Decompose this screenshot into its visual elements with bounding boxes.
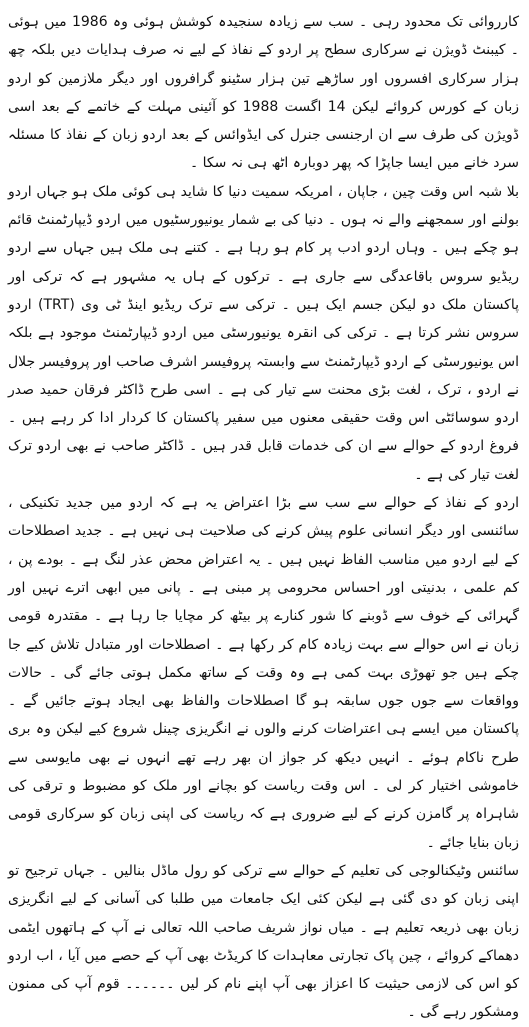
paragraph-1: کارروائی تک محدود رہی ۔ سب سے زیادہ سنجیدہ کوشش ہوئی وہ 1986 میں ہوئی ۔ کیبنٹ ڈویژن نے سرکاری سطح پر اردو کے نفاذ کے لیے نہ صرف ہدایات دیں بلکہ چھ ہزار سرکاری افسروں اور ساڑھے تین ہزار سٹینو گرافروں اور دیگر ملازمین کو اردو زبان کے کورس کروائے لیکن 14 اگست 1988 کو آئینی مہلت کے خاتمے کے بعد اسی ڈویژن کی طرف سے ان ارجنسی جنرل کی ایڈوائس کے بعد اردو زبان کے نفاذ کا مسئلہ سرد خانے میں ایسا جاپڑا کہ پھر دوبارہ اٹھ ہی نہ سکا ۔	[8, 14, 520, 172]
paragraph-2: بلا شبہ اس وقت چین ، جاپان ، امریکہ سمیت دنیا کا شاید ہی کوئی ملک ہو جہاں اردو بولنے اور سمجھنے والے نہ ہوں ۔ دنیا کی بے شمار یونیورسٹیوں میں اردو ڈیپارٹمنٹ قائم ہو چکے ہیں ۔ وہاں اردو ادب پر کام ہو رہا ہے ۔ کتنے ہی ملک ہیں جہاں سے اردو ریڈیو سروس باقاعدگی سے جاری ہے ۔ ترکوں کے ہاں یہ مشہور ہے کہ ترکی اور پاکستان ملک دو لیکن جسم ایک ہیں ۔ ترکی سے ترک ریڈیو اینڈ ٹی وی (TRT) اردو سروس نشر کرتا ہے ۔ ترکی کی انقرہ یونیورسٹی میں اردو ڈیپارٹمنٹ موجود ہے بلکہ اس یونیورسٹی کے اردو ڈیپارٹمنٹ سے وابستہ پروفیسر اشرف صاحب اور پروفیسر جلال نے اردو ، ترک ، لغت بڑی محنت سے تیار کی ہے ۔ اسی طرح ڈاکٹر فرقان حمید صدر اردو سوسائٹی اس وقت حقیقی معنوں میں سفیر پاکستان کا کردار ادا کر رہے ہیں ۔ فروغ اردو کے حوالے سے ان کی خدمات قابل قدر ہیں ۔ ڈاکٹر صاحب نے بھی اردو ترک لغت تیار کی ہے ۔	[8, 183, 519, 483]
paragraph-4: سائنس وٹیکنالوجی کی تعلیم کے حوالے سے ترکی کو رول ماڈل بنالیں ۔ جہاں ترجیح تو اپنی زبان کو دی گئی ہے لیکن کئی ایک جامعات میں طلبا کی آسانی کے لیے انگریزی زبان بھی ذریعہ تعلیم ہے ۔ میاں نواز شریف صاحب اللہ تعالی نے آپ کے ہاتھوں ایٹمی دھماکے کروائے ، چین پاک تجارتی معاہدات کا کریڈٹ بھی آپ کے حصے میں آیا ، اب اردو کو اس کی لازمی حیثیت کا اعزاز بھی آپ اپنے نام کر لیں ۔۔۔۔۔۔ قوم آپ کی ممنون ومشکور رہے گی ۔	[8, 862, 519, 1021]
paragraph-3: اردو کے نفاذ کے حوالے سے سب سے بڑا اعتراض یہ ہے کہ اردو میں جدید تکنیکی ، سائنسی اور دیگر انسانی علوم پیش کرنے کی صلاحیت ہی نہیں ہے ۔ جدید اصطلاحات کے لیے اردو میں مناسب الفاظ نہیں ہیں ۔ یہ اعتراض محض عذر لنگ ہے ۔ بودے پن ، کم علمی ، بدنیتی اور احساس محرومی پر مبنی ہے ۔ پانی میں ابھی اترے نہیں اور گہرائی کے خوف سے ڈوبنے کا شور کنارے پر بیٹھ کر مچایا جا رہا ہے ۔ مقتدرہ قومی زبان نے اس حوالے سے بہت زیادہ کام کر رکھا ہے ۔ اصطلاحات اور متبادل تلاش کیے جا چکے ہیں جو تھوڑی بہت کمی ہے وہ وقت کے ساتھ مکمل ہوتی جائے گی ۔ حالات وواقعات سے جوں جوں سابقہ ہو گا اصطلاحات والفاظ بھی ایجاد ہوتے جائیں گے ۔ پاکستان میں ایسے ہی اعتراضات کرنے والوں نے انگریزی چینل شروع کیے لیکن وہ بری طرح ناکام ہوئے ۔ انہیں دیکھ کر جواز ان بھر رہے تھے انہوں نے بھی مایوسی سے خاموشی اختیار کر لی ۔ اس وقت ریاست کو بچانے اور ملک کو مضبوط و ترقی کی شاہراہ پر گامزن کرنے کے لیے ضروری ہے کہ ریاست کی اپنی زبان کو سرکاری قومی زبان بنایا جائے ۔	[8, 495, 519, 851]
